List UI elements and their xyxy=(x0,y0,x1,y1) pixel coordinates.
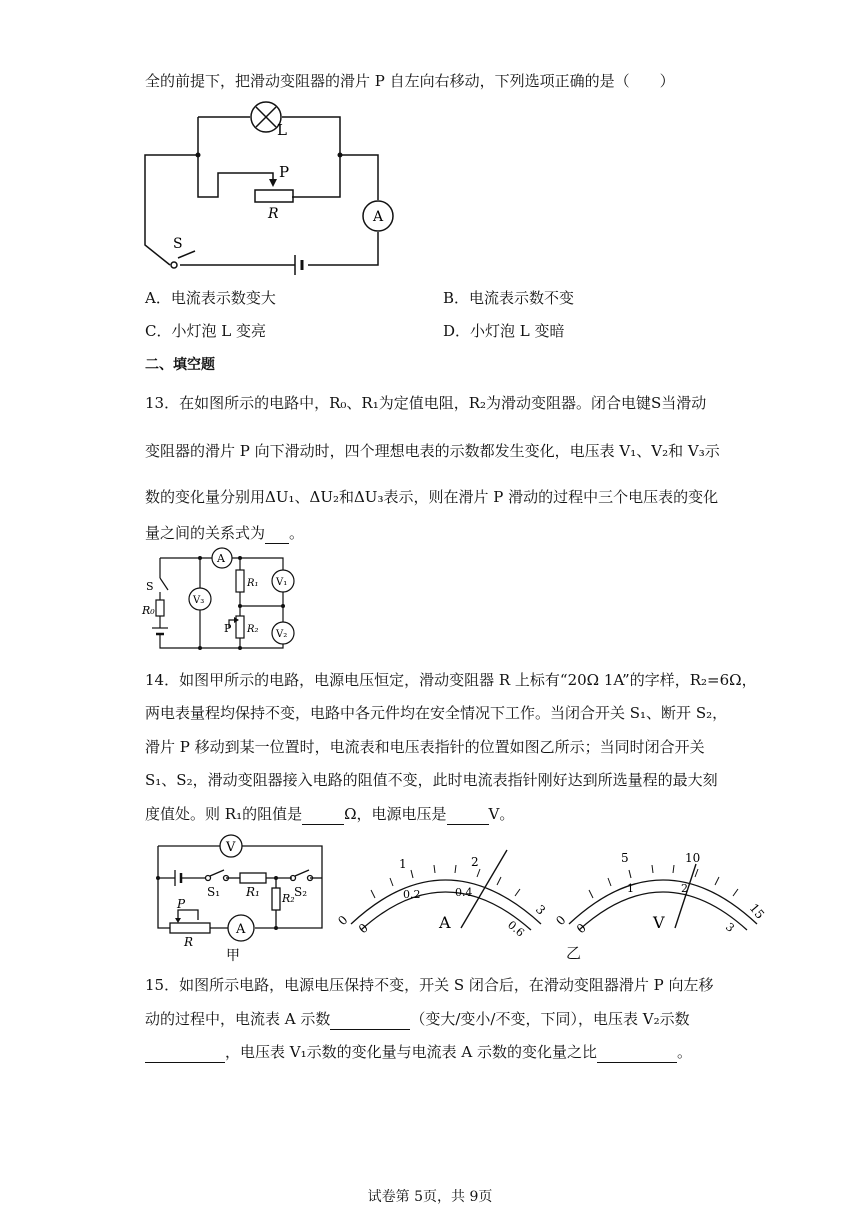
slider-label: P xyxy=(279,163,290,181)
ammeter-inner-2: 0.4 xyxy=(455,886,473,899)
switch-label: S xyxy=(173,236,183,252)
answer-blank-voltage[interactable] xyxy=(447,808,489,825)
figure-yi-label: 乙 xyxy=(566,944,582,962)
q12-stem: 全的前提下，把滑动变阻器的滑片 P 自左向右移动，下列选项正确的是（ ） xyxy=(145,72,675,90)
r2-label: R₂ xyxy=(282,892,295,905)
q14-line-1: 14．如图甲所示的电路，电源电压恒定，滑动变阻器 R 上标有“20Ω 1A”的字样，R₂=6Ω， xyxy=(145,671,757,689)
r1-label: R₁ xyxy=(246,885,260,899)
ammeter-dial xyxy=(335,850,555,940)
ammeter-outer-2: 2 xyxy=(471,855,479,869)
voltmeter-outer-0: 0 xyxy=(553,912,569,929)
lamp-label: L xyxy=(277,121,287,139)
q15-line-2: 动的过程中，电流表 A 示数 （变大/变小/不变，下同），电压表 V₂示数 xyxy=(145,1010,690,1028)
voltmeter-inner-0: 0 xyxy=(573,920,589,937)
section-heading: 二、填空题 xyxy=(145,357,215,373)
answer-blank-ratio[interactable] xyxy=(597,1046,677,1063)
voltmeter-inner-2: 2 xyxy=(681,882,688,895)
r1-label: R₁ xyxy=(247,578,259,589)
answer-blank-ammeter[interactable] xyxy=(330,1013,410,1030)
ammeter-inner-1: 0.2 xyxy=(403,888,421,901)
answer-blank-v2[interactable] xyxy=(145,1046,225,1063)
v3-label: V₃ xyxy=(193,595,205,606)
voltmeter-label: V xyxy=(226,840,236,855)
slider-label: P xyxy=(224,622,232,635)
ammeter-label: A xyxy=(236,922,246,937)
q14-line-5: 度值处。则 R₁的阻值是 Ω，电源电压是 V。 xyxy=(145,805,515,823)
q12-option-b: B．电流表示数不变 xyxy=(443,289,575,307)
s1-label: S₁ xyxy=(207,885,221,899)
q13-line-1: 13．在如图所示的电路中，R₀、R₁为定值电阻，R₂为滑动变阻器。闭合电键S当滑动 xyxy=(145,394,707,412)
q13-line-3: 数的变化量分别用ΔU₁、ΔU₂和ΔU₃表示，则在滑片 P 滑动的过程中三个电压表的变化 xyxy=(145,488,719,506)
q15-line-3: ，电压表 V₁示数的变化量与电流表 A 示数的变化量之比 。 xyxy=(145,1041,820,1063)
voltmeter-dial-name: V xyxy=(653,913,665,932)
q14-line-4: S₁、S₂，滑动变阻器接入电路的阻值不变，此时电流表指针刚好达到所选量程的最大刻 xyxy=(145,771,718,789)
v2-label: V₂ xyxy=(276,629,288,640)
ammeter-label: A xyxy=(373,209,384,225)
voltmeter-outer-3: 15 xyxy=(746,900,768,922)
resistor-label: R xyxy=(268,206,279,222)
figure-jia-label: 甲 xyxy=(226,948,240,964)
voltmeter-dial xyxy=(555,848,770,940)
q13-line-2: 变阻器的滑片 P 向下滑动时，四个理想电表的示数都发生变化，电压表 V₁、V₂和 V₃示 xyxy=(145,442,720,460)
q14-line-2: 两电表量程均保持不变，电路中各元件均在安全情况下工作。当闭合开关 S₁、断开 S₂， xyxy=(145,704,728,722)
r2-label: R₂ xyxy=(247,624,259,635)
q12-option-d: D．小灯泡 L 变暗 xyxy=(443,322,565,340)
answer-blank[interactable] xyxy=(265,527,289,544)
q12-option-c: C．小灯泡 L 变亮 xyxy=(145,322,266,340)
q15-line-1: 15．如图所示电路，电源电压保持不变，开关 S 闭合后，在滑动变阻器滑片 P 向左移 xyxy=(145,976,714,994)
voltmeter-inner-3: 3 xyxy=(723,920,737,935)
q13-circuit-figure xyxy=(140,548,300,653)
ammeter-outer-0: 0 xyxy=(335,912,351,929)
q14-circuit-figure xyxy=(150,832,330,962)
ammeter-label: A xyxy=(217,552,225,565)
s2-label: S₂ xyxy=(294,885,308,899)
voltmeter-outer-2: 10 xyxy=(685,851,701,865)
q12-circuit-figure xyxy=(140,105,400,275)
q12-option-a: A．电流表示数变大 xyxy=(145,289,276,307)
switch-label: S xyxy=(146,580,154,593)
ammeter-outer-3: 3 xyxy=(532,902,549,918)
ammeter-inner-0: 0 xyxy=(355,920,371,937)
slider-label: P xyxy=(177,897,186,911)
v1-label: V₁ xyxy=(276,577,288,588)
resistor-label: R xyxy=(184,935,194,949)
voltmeter-outer-1: 5 xyxy=(621,851,629,865)
ammeter-inner-3: 0.6 xyxy=(505,918,527,940)
answer-blank-r1[interactable] xyxy=(302,808,344,825)
ammeter-outer-1: 1 xyxy=(399,857,407,871)
q13-line-4: 量之间的关系式为 。 xyxy=(145,524,305,542)
voltmeter-inner-1: 1 xyxy=(627,882,634,895)
page-footer: 试卷第 5页，共 9页 xyxy=(367,1189,493,1205)
ammeter-dial-name: A xyxy=(439,913,451,932)
q14-line-3: 滑片 P 移动到某一位置时，电流表和电压表指针的位置如图乙所示；当同时闭合开关 xyxy=(145,738,705,756)
r0-label: R₀ xyxy=(142,604,155,617)
